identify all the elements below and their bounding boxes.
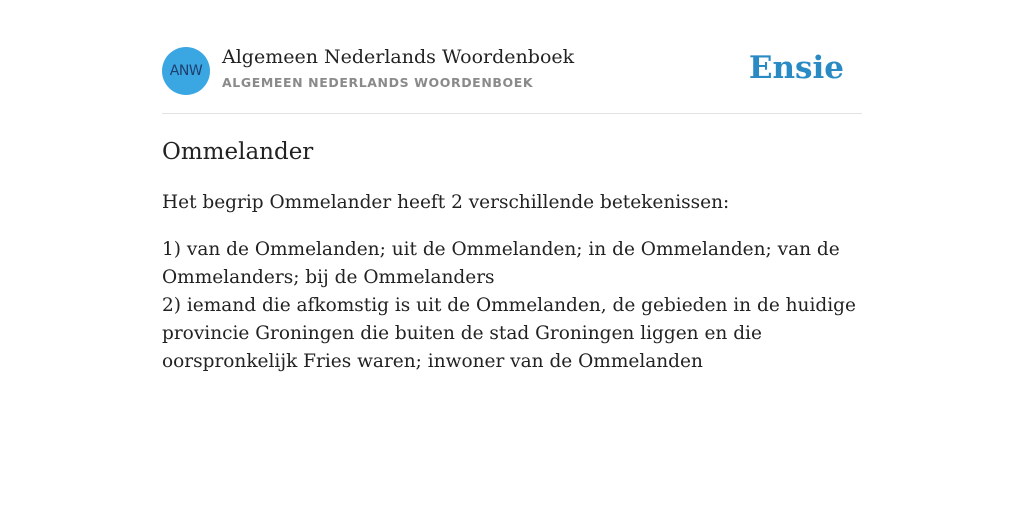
header — [162, 46, 862, 96]
meanings-list — [162, 236, 862, 376]
site-subtitle: ALGEMEEN NEDERLANDS WOORDENBOEK — [222, 75, 534, 90]
ensie-brand-link[interactable]: Ensie — [748, 50, 844, 86]
entry-content — [162, 135, 862, 376]
meaning-item: 1) van de Ommelanden; uit de Ommelanden; in de Ommelanden; van de Ommelanders; bij de Ommelanders — [162, 239, 840, 288]
meaning-item: 2) iemand die afkomstig is uit de Ommelanden, de gebieden in de huidige provincie Groningen die buiten de stad Groningen liggen en die oorspronkelijk Fries waren; inwoner van de Ommelanden — [162, 295, 856, 372]
header-divider — [162, 113, 862, 114]
entry-term: Ommelander — [162, 139, 314, 165]
entry-intro: Het begrip Ommelander heeft 2 verschillende betekenissen: — [162, 192, 730, 213]
site-title[interactable]: Algemeen Nederlands Woordenboek — [222, 46, 575, 68]
anw-logo[interactable]: ANW — [162, 47, 210, 95]
